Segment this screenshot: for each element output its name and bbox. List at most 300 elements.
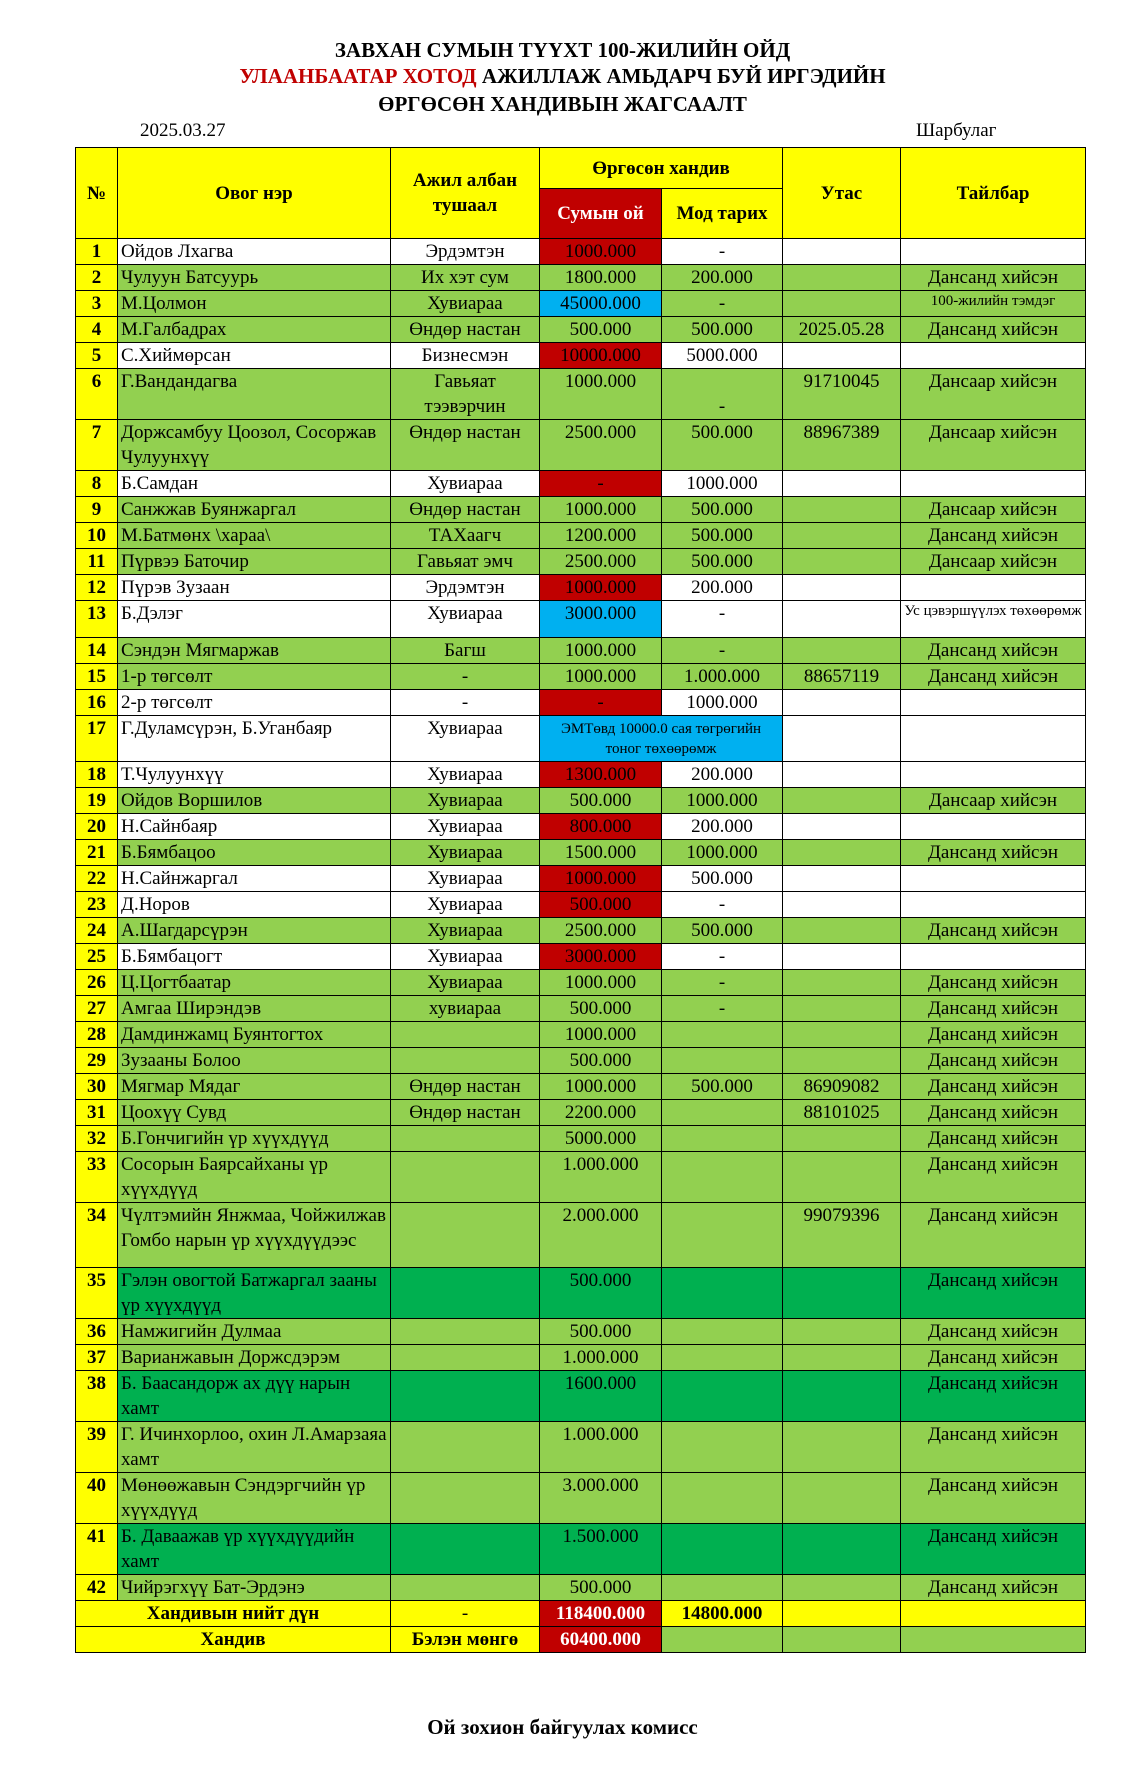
table-row [76,788,1086,814]
note-text: Дансанд хийсэн [901,1268,1086,1319]
donor-name: Варианжавын Доржсдэрэм [118,1345,391,1371]
tree-amount: 1000.000 [662,471,783,497]
phone-number [783,1152,901,1203]
sum-jubilee-amount: 1200.000 [540,523,662,549]
tree-amount: 200.000 [662,762,783,788]
document-date: 2025.03.27 [140,120,226,141]
sum-jubilee-amount: 1000.000 [540,575,662,601]
row-number: 16 [76,690,118,716]
row-number: 9 [76,497,118,523]
row-number: 24 [76,918,118,944]
sum-jubilee-amount: 1000.000 [540,970,662,996]
table-row [76,601,1086,638]
table-row [76,762,1086,788]
note-text: Дансанд хийсэн [901,1345,1086,1371]
phone-number: 91710045 [783,369,901,420]
tree-amount [662,1100,783,1126]
row-number: 30 [76,1074,118,1100]
donor-job: - [391,690,540,716]
col-num: № [76,148,118,239]
donor-name: Дамдинжамц Буянтогтох [118,1022,391,1048]
donor-name: Д.Норов [118,892,391,918]
table-row [76,343,1086,369]
row-number: 11 [76,549,118,575]
sum-jubilee-amount: 500.000 [540,317,662,343]
donor-job [391,1319,540,1345]
table-row [76,892,1086,918]
tree-amount [662,1203,783,1268]
sum-jubilee-amount: 2.000.000 [540,1203,662,1268]
donor-job: хувиараа [391,996,540,1022]
sum-jubilee-amount: - [540,471,662,497]
phone-number [783,291,901,317]
donor-name: Намжигийн Дулмаа [118,1319,391,1345]
tree-amount: - [662,239,783,265]
row-number: 5 [76,343,118,369]
note-text: Дансанд хийсэн [901,317,1086,343]
table-row [76,1022,1086,1048]
donor-job: Өндөр настан [391,317,540,343]
row-number: 21 [76,840,118,866]
phone-number [783,638,901,664]
row-number: 13 [76,601,118,638]
phone-number [783,814,901,840]
row-number: 41 [76,1524,118,1575]
tree-amount: - [662,996,783,1022]
sum-jubilee-amount: 1000.000 [540,239,662,265]
tree-amount: 500.000 [662,549,783,575]
row-number: 40 [76,1473,118,1524]
row-number: 42 [76,1575,118,1601]
phone-number: 2025.05.28 [783,317,901,343]
phone-number [783,866,901,892]
phone-number: 86909082 [783,1074,901,1100]
tree-amount: 200.000 [662,265,783,291]
donor-name: Ойдов Лхагва [118,239,391,265]
row-number: 25 [76,944,118,970]
table-row [76,265,1086,291]
row-number: 35 [76,1268,118,1319]
tree-amount: 1000.000 [662,690,783,716]
tree-amount: - [662,601,783,638]
table-row [76,690,1086,716]
col-sum-jubilee: Сумын ой [540,189,662,239]
merged-donation: ЭМТөвд 10000.0 сая төгрөгийн тоног төхөөрөмж [540,716,783,762]
donor-job: Хувиараа [391,601,540,638]
donor-name: Г.Дуламсүрэн, Б.Уганбаяр [118,716,391,762]
table-row [76,1048,1086,1074]
donor-name: Ц.Цогтбаатар [118,970,391,996]
tree-amount [662,1048,783,1074]
donor-job: Хувиараа [391,471,540,497]
donor-job: Хувиараа [391,892,540,918]
note-text [901,866,1086,892]
sum-jubilee-amount: 2200.000 [540,1100,662,1126]
donor-name: А.Шагдарсүрэн [118,918,391,944]
donor-name: 2-р төгсөлт [118,690,391,716]
phone-number: 88657119 [783,664,901,690]
table-row [76,1074,1086,1100]
donor-job [391,1524,540,1575]
phone-number [783,239,901,265]
table-row [76,523,1086,549]
cash-sum: 60400.000 [540,1627,662,1653]
donor-name: М.Батмөнх \хараа\ [118,523,391,549]
tree-amount [662,1152,783,1203]
donor-job [391,1203,540,1268]
phone-number [783,918,901,944]
note-text: Дансанд хийсэн [901,1022,1086,1048]
donor-name: Мягмар Мядаг [118,1074,391,1100]
title-line-2 [0,64,1125,89]
table-row [76,996,1086,1022]
row-number: 4 [76,317,118,343]
title-line-3: ӨРГӨСӨН ХАНДИВЫН ЖАГСААЛТ [378,92,747,116]
sum-jubilee-amount: 1000.000 [540,1074,662,1100]
phone-number [783,497,901,523]
note-text: Дансанд хийсэн [901,265,1086,291]
table-row [76,866,1086,892]
note-text: Дансанд хийсэн [901,1074,1086,1100]
phone-number: 88101025 [783,1100,901,1126]
row-number: 26 [76,970,118,996]
table-row [76,549,1086,575]
sum-jubilee-amount: 800.000 [540,814,662,840]
phone-number [783,575,901,601]
sum-jubilee-amount: 500.000 [540,788,662,814]
donor-name: Зузааны Болоо [118,1048,391,1074]
donor-name: Доржсамбуу Цоозол, Сосоржав Чулуунхүү [118,420,391,471]
phone-number [783,788,901,814]
donor-name: Г.Вандандагва [118,369,391,420]
note-text: Дансанд хийсэн [901,918,1086,944]
sum-jubilee-amount: 3.000.000 [540,1473,662,1524]
table-row [76,814,1086,840]
row-number: 19 [76,788,118,814]
phone-number [783,1022,901,1048]
tree-amount [662,1524,783,1575]
note-text: Дансанд хийсэн [901,1524,1086,1575]
phone-number [783,471,901,497]
tree-amount [662,1126,783,1152]
table-row [76,1575,1086,1601]
donor-job [391,1268,540,1319]
row-number: 18 [76,762,118,788]
donor-name: С.Хиймөрсан [118,343,391,369]
note-text: Дансаар хийсэн [901,788,1086,814]
donor-job: Эрдэмтэн [391,575,540,601]
donor-job: Гавьяат тээвэрчин [391,369,540,420]
row-number: 10 [76,523,118,549]
row-number: 38 [76,1371,118,1422]
document-place: Шарбулаг [916,120,997,141]
table-row [76,291,1086,317]
tree-amount: - [662,638,783,664]
tree-amount: - [662,970,783,996]
tree-amount [662,1268,783,1319]
note-text: Дансанд хийсэн [901,970,1086,996]
tree-amount: 500.000 [662,497,783,523]
donor-name: Чийрэгхүү Бат-Эрдэнэ [118,1575,391,1601]
donor-job: Хувиараа [391,716,540,762]
table-row [76,1100,1086,1126]
table-row [76,1371,1086,1422]
note-text [901,690,1086,716]
row-number: 2 [76,265,118,291]
note-text: Дансанд хийсэн [901,1371,1086,1422]
tree-amount [662,1319,783,1345]
row-number: 33 [76,1152,118,1203]
tree-amount: 500.000 [662,420,783,471]
donor-name: Б.Дэлэг [118,601,391,638]
note-text: Дансанд хийсэн [901,840,1086,866]
sum-jubilee-amount: 1.000.000 [540,1345,662,1371]
sum-jubilee-amount: 1500.000 [540,840,662,866]
sum-jubilee-amount: 1800.000 [540,265,662,291]
tree-amount: 5000.000 [662,343,783,369]
table-row [76,944,1086,970]
note-text: Дансаар хийсэн [901,549,1086,575]
note-text: Дансанд хийсэн [901,1152,1086,1203]
donor-job [391,1371,540,1422]
donor-name: 1-р төгсөлт [118,664,391,690]
donor-job: Бизнесмэн [391,343,540,369]
phone-number [783,265,901,291]
note-text [901,239,1086,265]
tree-amount [662,1022,783,1048]
table-row [76,716,1086,762]
phone-number [783,1575,901,1601]
row-number: 39 [76,1422,118,1473]
table-row [76,840,1086,866]
note-text: Дансанд хийсэн [901,1422,1086,1473]
row-number: 27 [76,996,118,1022]
cash-note [901,1627,1086,1653]
note-text: Дансаар хийсэн [901,497,1086,523]
sum-jubilee-amount: 1000.000 [540,497,662,523]
row-number: 6 [76,369,118,420]
table-row [76,638,1086,664]
tree-amount: - [662,944,783,970]
sum-jubilee-amount: 1000.000 [540,866,662,892]
tree-amount: 500.000 [662,317,783,343]
phone-number [783,601,901,638]
donor-job: Хувиараа [391,814,540,840]
col-donation-group: Өргөсөн хандив [540,148,783,189]
donor-name: Гэлэн овогтой Батжаргал зааны үр хүүхдүүд [118,1268,391,1319]
donor-name: Н.Сайнжаргал [118,866,391,892]
donor-name: М.Цолмон [118,291,391,317]
tree-amount [662,1422,783,1473]
note-text [901,892,1086,918]
donor-name: Б. Даваажав үр хүүхдүүдийн хамт [118,1524,391,1575]
sum-jubilee-amount: 10000.000 [540,343,662,369]
sum-jubilee-amount: 1.500.000 [540,1524,662,1575]
donor-name: Б. Баасандорж ах дүү нарын хамт [118,1371,391,1422]
donor-job: Хувиараа [391,840,540,866]
sum-jubilee-amount: 5000.000 [540,1126,662,1152]
donor-name: Ойдов Воршилов [118,788,391,814]
tree-amount: 500.000 [662,918,783,944]
sum-jubilee-amount: 1000.000 [540,1022,662,1048]
donor-job [391,1152,540,1203]
footer-committee: Ой зохион байгуулах комисс [427,1715,698,1739]
donor-job: Өндөр настан [391,1100,540,1126]
donor-job: Өндөр настан [391,1074,540,1100]
donor-name: Б.Гончигийн үр хүүхдүүд [118,1126,391,1152]
sum-jubilee-amount: 1.000.000 [540,1422,662,1473]
sum-jubilee-amount: 2500.000 [540,918,662,944]
sum-jubilee-amount: 500.000 [540,1319,662,1345]
note-text: Дансаар хийсэн [901,369,1086,420]
phone-number [783,690,901,716]
phone-number [783,1473,901,1524]
note-text: 100-жилийн тэмдэг [901,291,1086,317]
row-number: 14 [76,638,118,664]
note-text: Дансанд хийсэн [901,1203,1086,1268]
row-number: 37 [76,1345,118,1371]
row-number: 22 [76,866,118,892]
note-text [901,814,1086,840]
sum-jubilee-amount: - [540,690,662,716]
totals-label: Хандивын нийт дүн [76,1601,391,1627]
col-note: Тайлбар [901,148,1086,239]
row-number: 29 [76,1048,118,1074]
totals-note [901,1601,1086,1627]
phone-number [783,1268,901,1319]
phone-number [783,343,901,369]
tree-amount: 200.000 [662,814,783,840]
note-text: Дансанд хийсэн [901,523,1086,549]
donor-job: Хувиараа [391,970,540,996]
table-row [76,1152,1086,1203]
phone-number [783,892,901,918]
donation-table [75,147,1086,1653]
donor-job: Өндөр настан [391,497,540,523]
sum-jubilee-amount: 3000.000 [540,944,662,970]
tree-amount [662,1371,783,1422]
donor-name: Цоохүү Сувд [118,1100,391,1126]
table-row [76,420,1086,471]
col-tree: Мод тарих [662,189,783,239]
table-row [76,1126,1086,1152]
note-text: Дансанд хийсэн [901,638,1086,664]
sum-jubilee-amount: 500.000 [540,1048,662,1074]
donor-name: Амгаа Ширэндэв [118,996,391,1022]
tree-amount: 500.000 [662,1074,783,1100]
tree-amount: - [662,369,783,420]
note-text [901,343,1086,369]
totals-job: - [391,1601,540,1627]
title-line-1: ЗАВХАН СУМЫН ТҮҮХТ 100-ЖИЛИЙН ОЙД [334,38,791,62]
sum-jubilee-amount: 3000.000 [540,601,662,638]
donor-name: Сосорын Баярсайханы үр хүүхдүүд [118,1152,391,1203]
donor-name: Б.Самдан [118,471,391,497]
note-text: Дансанд хийсэн [901,1100,1086,1126]
donor-name: Б.Бямбацоо [118,840,391,866]
table-row [76,1319,1086,1345]
tree-amount [662,1473,783,1524]
row-number: 8 [76,471,118,497]
donor-name: Т.Чулуунхүү [118,762,391,788]
sum-jubilee-amount: 500.000 [540,996,662,1022]
sum-jubilee-amount: 1600.000 [540,1371,662,1422]
phone-number [783,944,901,970]
sum-jubilee-amount: 500.000 [540,892,662,918]
col-phone: Утас [783,148,901,239]
table-row [76,918,1086,944]
note-text: Дансаар хийсэн [901,420,1086,471]
totals-sum: 118400.000 [540,1601,662,1627]
donor-job [391,1022,540,1048]
table-row [76,1473,1086,1524]
totals-tree: 14800.000 [662,1601,783,1627]
table-row [76,575,1086,601]
note-text [901,575,1086,601]
note-text [901,944,1086,970]
sum-jubilee-amount: 500.000 [540,1268,662,1319]
note-text: Дансанд хийсэн [901,1048,1086,1074]
phone-number [783,1126,901,1152]
donor-job [391,1575,540,1601]
row-number: 1 [76,239,118,265]
table-row [76,1345,1086,1371]
note-text: Дансанд хийсэн [901,664,1086,690]
table-row [76,497,1086,523]
totals-row [76,1601,1086,1627]
donor-name: Мөнөөжавын Сэндэргчийн үр хүүхдүүд [118,1473,391,1524]
phone-number: 88967389 [783,420,901,471]
tree-amount: 500.000 [662,523,783,549]
phone-number [783,1319,901,1345]
note-text: Дансанд хийсэн [901,996,1086,1022]
row-number: 31 [76,1100,118,1126]
phone-number [783,1422,901,1473]
donor-name: Чүлтэмийн Янжмаа, Чойжилжав Гомбо нарын үр хүүхдүүдээс [118,1203,391,1268]
sum-jubilee-amount: 2500.000 [540,549,662,575]
sum-jubilee-amount: 500.000 [540,1575,662,1601]
donor-name: Н.Сайнбаяр [118,814,391,840]
phone-number [783,996,901,1022]
donor-job: Их хэт сум [391,265,540,291]
cash-phone [783,1627,901,1653]
donor-job: Хувиараа [391,762,540,788]
donor-job: ТАХаагч [391,523,540,549]
donor-job: Хувиараа [391,788,540,814]
table-row [76,239,1086,265]
cash-label: Хандив [76,1627,391,1653]
col-name: Овог нэр [118,148,391,239]
row-number: 17 [76,716,118,762]
phone-number [783,840,901,866]
tree-amount: 500.000 [662,866,783,892]
sum-jubilee-amount: 1.000.000 [540,1152,662,1203]
phone-number [783,523,901,549]
tree-amount: - [662,291,783,317]
donor-job: Хувиараа [391,944,540,970]
note-text: Дансанд хийсэн [901,1575,1086,1601]
note-text [901,471,1086,497]
title-city: УЛААНБААТАР ХОТОД [239,64,477,88]
phone-number [783,549,901,575]
phone-number [783,762,901,788]
donor-job [391,1126,540,1152]
cash-row [76,1627,1086,1653]
tree-amount [662,1345,783,1371]
row-number: 3 [76,291,118,317]
donor-job [391,1422,540,1473]
donor-name: Б.Бямбацогт [118,944,391,970]
